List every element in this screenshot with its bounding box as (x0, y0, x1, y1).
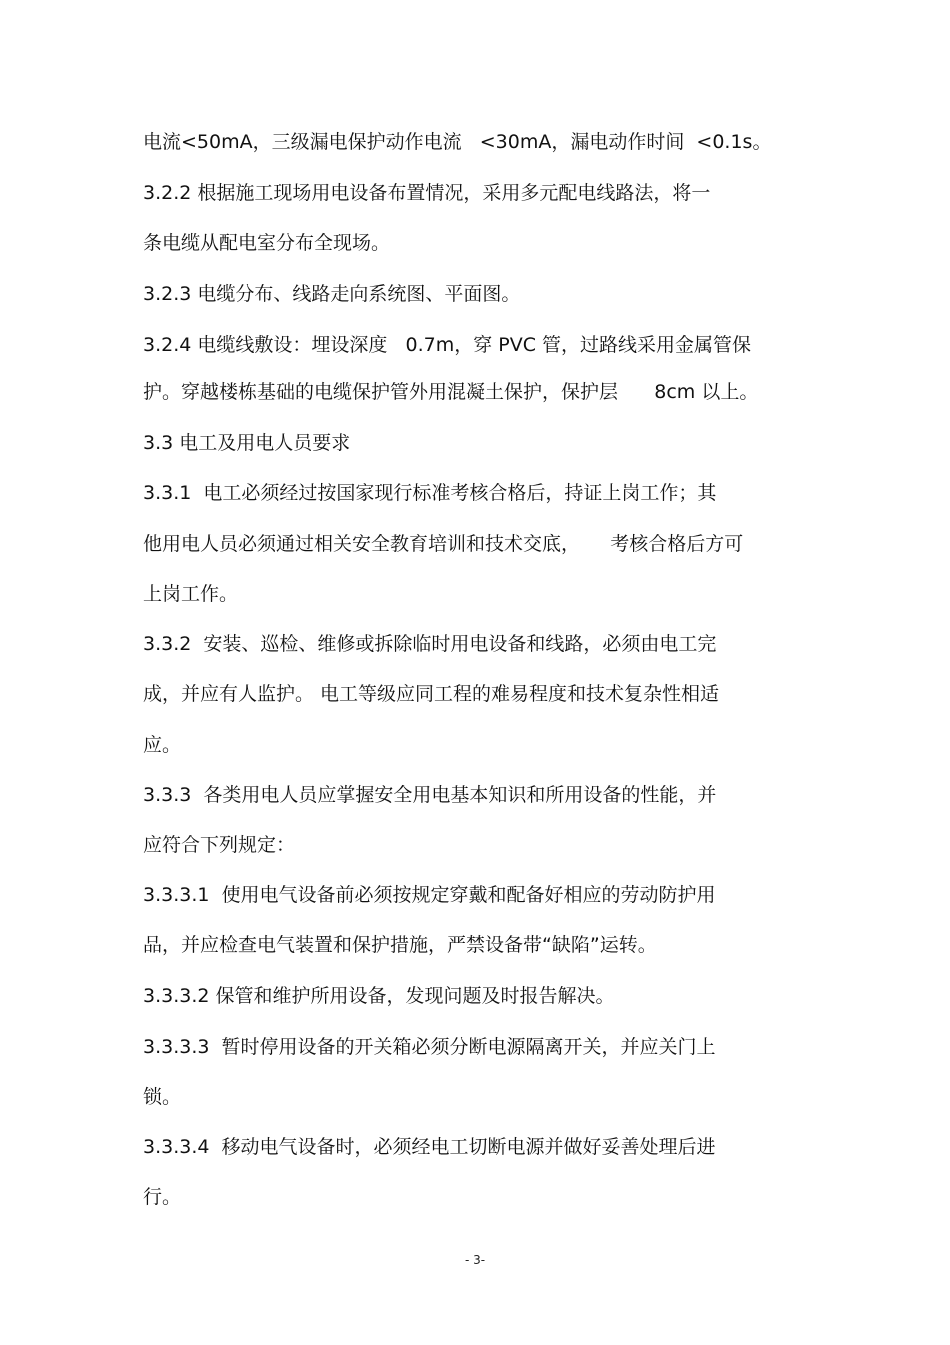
section-heading: 3.3 电工及用电人员要求 (143, 432, 351, 454)
text-line: 3.3.3 各类用电人员应掌握安全用电基本知识和所用设备的性能，并 (143, 784, 717, 806)
text-line: 3.2.2 根据施工现场用电设备布置情况，采用多元配电线路法，将一 (143, 182, 711, 204)
text-line: 他用电人员必须通过相关安全教育培训和技术交底， 考核合格后方可 (143, 533, 744, 555)
text-line: 条电缆从配电室分布全现场。 (143, 232, 391, 254)
text-line: 上岗工作。 (143, 583, 239, 605)
text-line: 品，并应检查电气装置和保护措施，严禁设备带“缺陷”运转。 (143, 934, 657, 956)
text-line: 3.3.3.4 移动电气设备时，必须经电工切断电源并做好妥善处理后进 (143, 1136, 716, 1158)
text-line: 成，并应有人监护。 电工等级应同工程的难易程度和技术复杂性相适 (143, 683, 720, 705)
text-line: 电流<50mA，三级漏电保护动作电流 <30mA，漏电动作时间 <0.1s。 (143, 131, 772, 153)
text-line: 行。 (143, 1186, 182, 1208)
text-line: 3.3.1 电工必须经过按国家现行标准考核合格后，持证上岗工作；其 (143, 482, 717, 504)
text-line: 锁。 (143, 1086, 182, 1108)
text-line: 3.2.4 电缆线敷设：埋设深度 0.7m，穿 PVC 管，过路线采用金属管保 (143, 334, 752, 356)
text-line: 3.3.3.1 使用电气设备前必须按规定穿戴和配备好相应的劳动防护用 (143, 884, 716, 906)
text-line: 3.2.3 电缆分布、线路走向系统图、平面图。 (143, 283, 521, 305)
text-line: 护。穿越楼栋基础的电缆保护管外用混凝土保护，保护层 8cm 以上。 (143, 381, 759, 403)
text-line: 3.3.3.2 保管和维护所用设备，发现问题及时报告解决。 (143, 985, 615, 1007)
page-number: - 3- (464, 1253, 486, 1267)
text-line: 3.3.3.3 暂时停用设备的开关箱必须分断电源隔离开关，并应关门上 (143, 1036, 716, 1058)
text-line: 3.3.2 安装、巡检、维修或拆除临时用电设备和线路，必须由电工完 (143, 633, 717, 655)
text-line: 应。 (143, 734, 182, 756)
text-line: 应符合下列规定： (143, 834, 296, 856)
